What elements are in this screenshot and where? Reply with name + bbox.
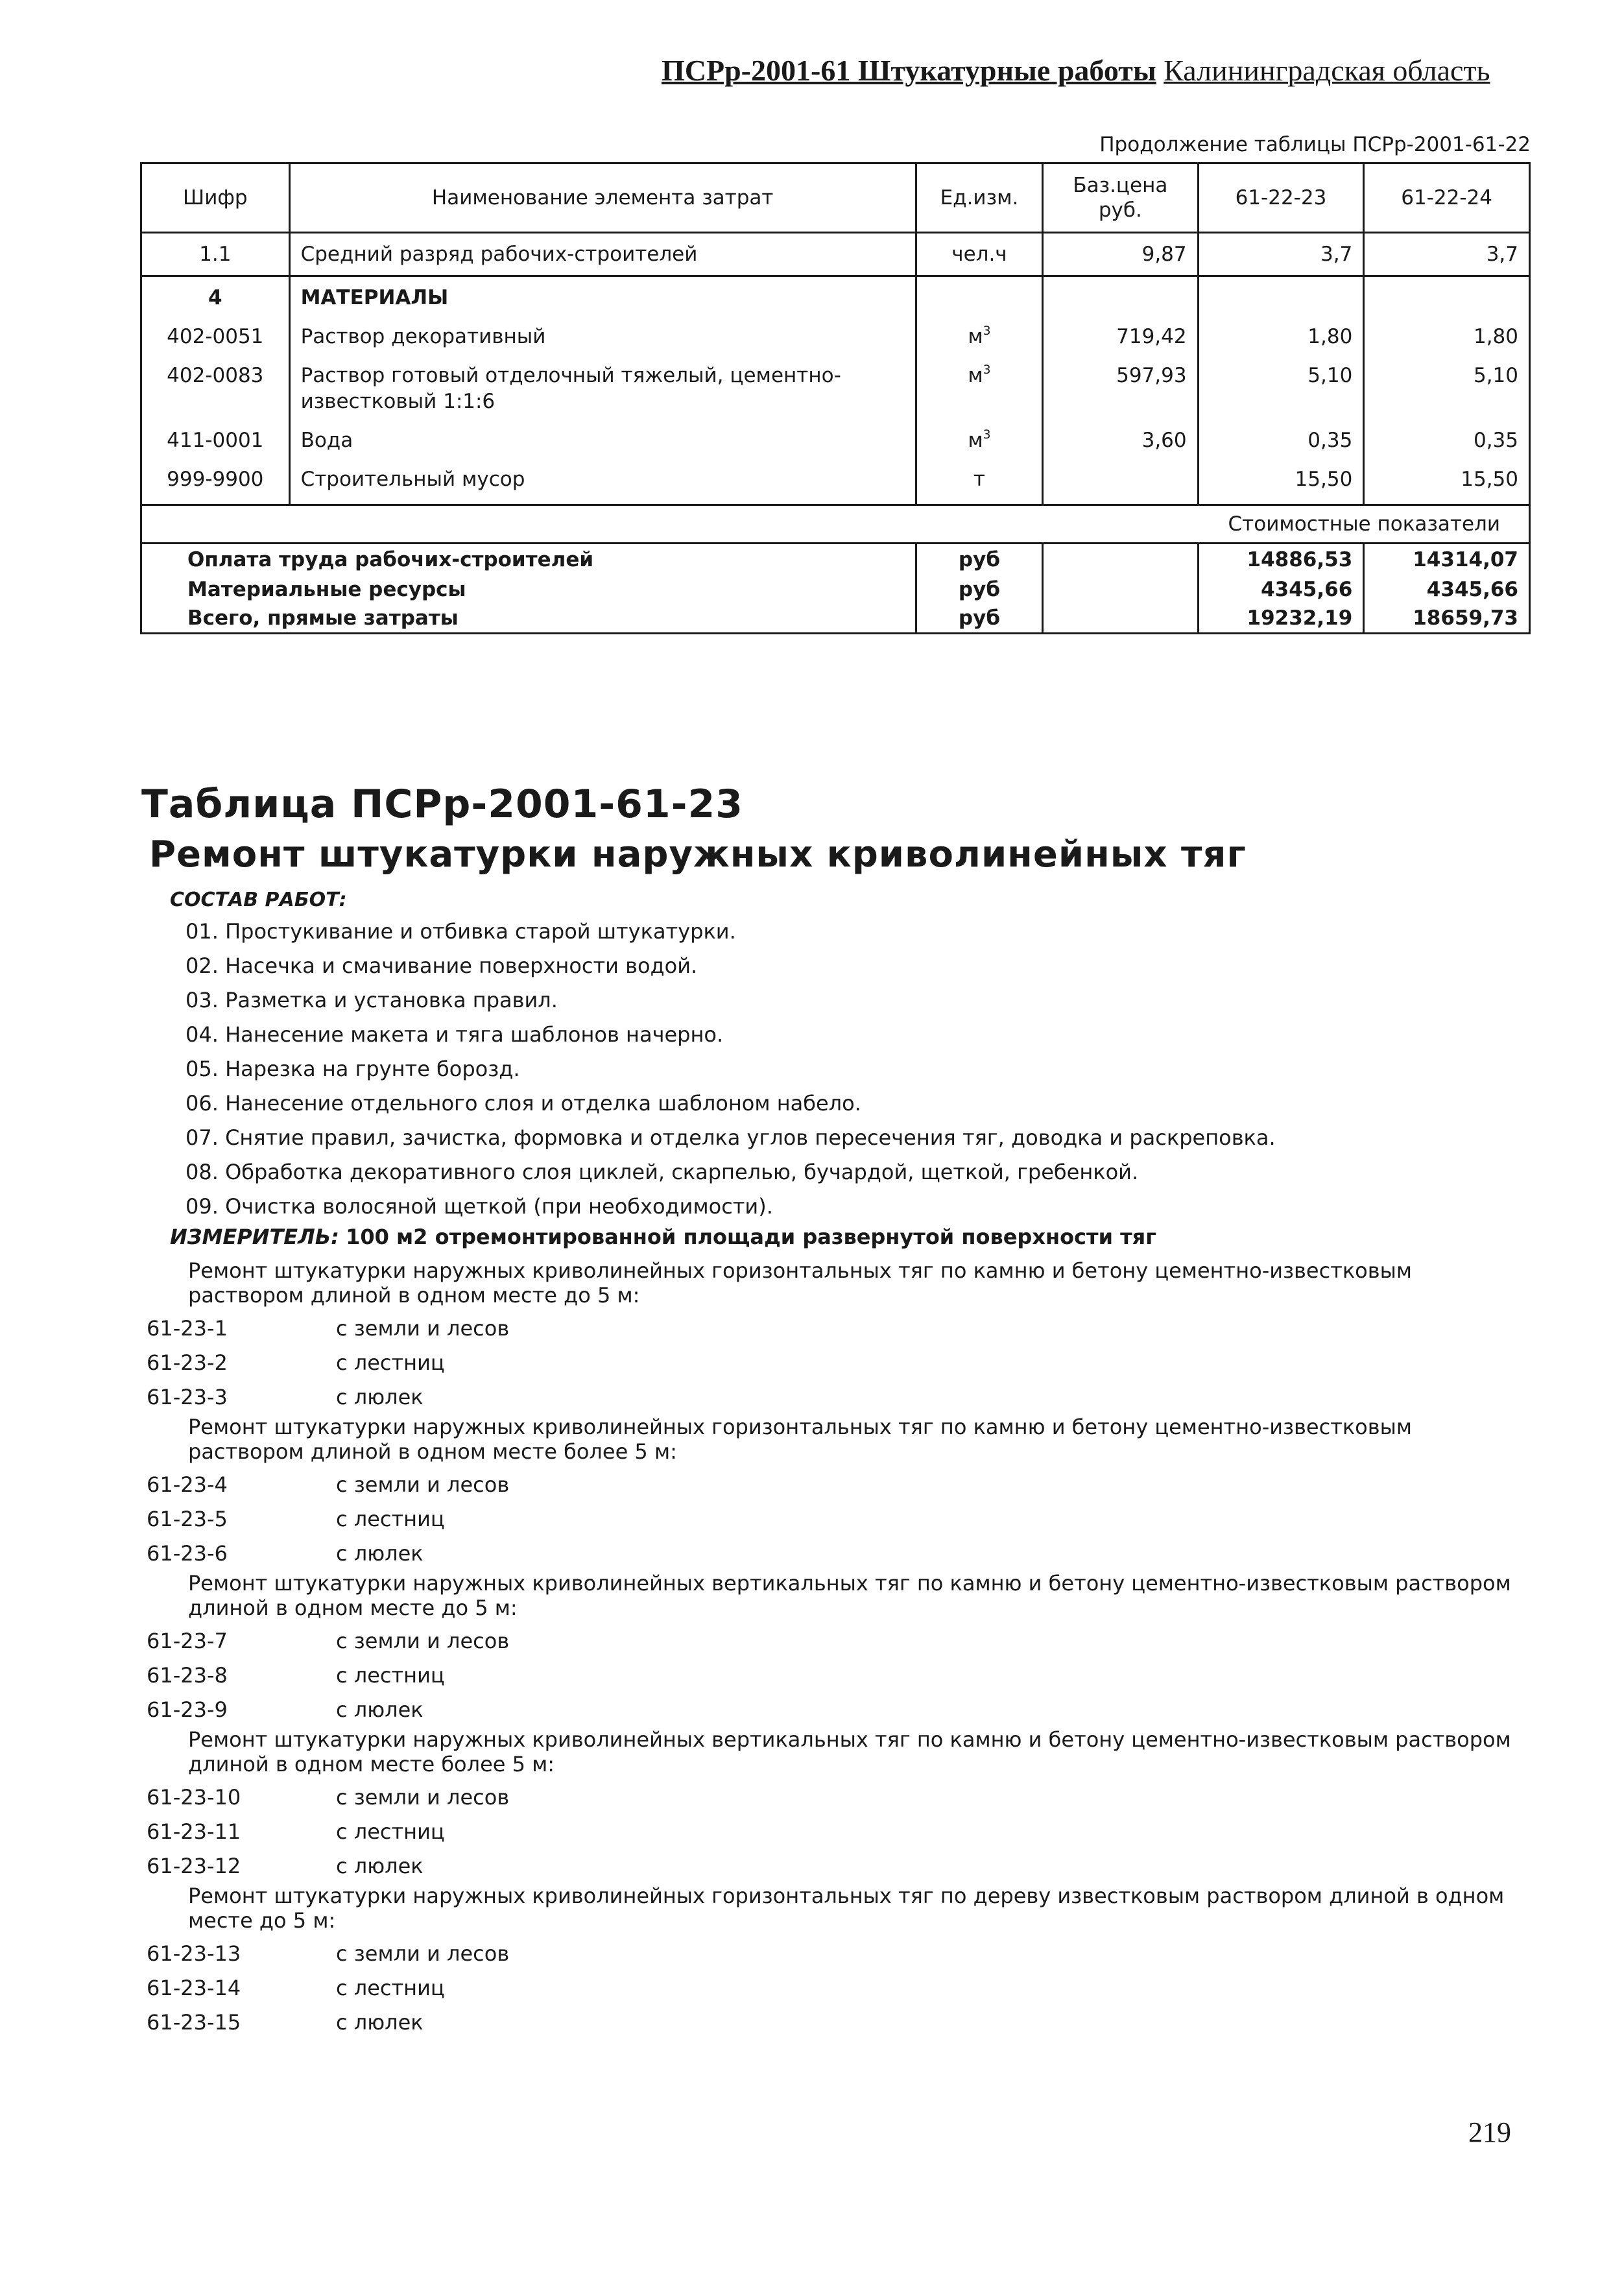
rate-groups	[147, 1258, 1541, 2040]
totals-unit: руб	[916, 575, 1042, 604]
cell-name: Вода	[289, 427, 916, 466]
list-item: 01. Простукивание и отбивка старой штукатурки.	[185, 919, 736, 944]
rate-item	[147, 1502, 1541, 1537]
rate-group	[147, 1884, 1541, 2040]
list-item: 03. Разметка и установка правил.	[185, 988, 558, 1012]
rate-item	[147, 1937, 1541, 1971]
rate-code: 61-23-2	[147, 1350, 228, 1375]
section-title: Таблица ПСРр-2001-61-23	[141, 782, 744, 827]
cell-code: 4	[141, 276, 290, 324]
cell-base-price: 3,60	[1043, 427, 1199, 466]
rate-item	[147, 1658, 1541, 1693]
rate-text: с земли и лесов	[336, 1472, 510, 1497]
totals-value-1: 19232,19	[1198, 604, 1364, 634]
cell-unit: чел.ч	[916, 233, 1042, 276]
cell-name: Строительный мусор	[289, 466, 916, 505]
cell-unit: т	[916, 466, 1042, 505]
cell-name: Средний разряд рабочих-строителей	[289, 233, 916, 276]
cell-value-2: 3,7	[1364, 233, 1530, 276]
totals-label: Всего, прямые затраты	[141, 604, 916, 634]
rate-text: с люлек	[336, 1697, 424, 1722]
totals-value-1: 4345,66	[1198, 575, 1364, 604]
work-composition-label: СОСТАВ РАБОТ:	[170, 889, 347, 911]
rate-text: с люлек	[336, 1385, 424, 1409]
rate-code: 61-23-13	[147, 1941, 241, 1966]
cell-unit: $м^3$	[916, 427, 1042, 466]
cell-base-price: 9,87	[1043, 233, 1199, 276]
totals-label: Материальные ресурсы	[141, 575, 916, 604]
measure-line	[170, 1225, 1156, 1249]
cell-code: 411-0001	[141, 427, 290, 466]
rate-group-description: Ремонт штукатурки наружных криволинейных горизонтальных тяг по дереву известковым раствором длиной в одном месте до 5 м:	[188, 1884, 1505, 1933]
rate-code: 61-23-10	[147, 1785, 241, 1810]
rate-group	[147, 1258, 1541, 1415]
cell-value-2: 1,80	[1364, 324, 1530, 363]
totals-row	[141, 604, 1530, 634]
totals-unit: руб	[916, 544, 1042, 576]
cost-indicators-row	[141, 505, 1530, 544]
list-item: 09. Очистка волосяной щеткой (при необходимости).	[185, 1194, 773, 1219]
rate-text: с лестниц	[336, 1663, 445, 1688]
cell-code: 999-9900	[141, 466, 290, 505]
rate-group	[147, 1727, 1541, 1884]
rate-item	[147, 1346, 1541, 1380]
rate-code: 61-23-11	[147, 1819, 241, 1844]
running-header-region: Калининградская область	[1164, 54, 1490, 87]
materials-heading: МАТЕРИАЛЫ	[289, 276, 916, 324]
rate-item	[147, 2005, 1541, 2040]
rate-code: 61-23-15	[147, 2010, 241, 2035]
table-row	[141, 233, 1530, 276]
rate-group-description: Ремонт штукатурки наружных криволинейных вертикальных тяг по камню и бетону цементно-известковым раствором длиной в одном месте до 5 м:	[188, 1571, 1511, 1620]
cell-base-price: 597,93	[1043, 363, 1199, 427]
rate-code: 61-23-14	[147, 1976, 241, 2000]
cell-value-2: 0,35	[1364, 427, 1530, 466]
rate-text: с земли и лесов	[336, 1941, 510, 1966]
rate-group-description: Ремонт штукатурки наружных криволинейных вертикальных тяг по камню и бетону цементно-известковым раствором длиной в одном месте более 5 м:	[188, 1727, 1511, 1777]
rate-code: 61-23-7	[147, 1629, 228, 1653]
running-header	[662, 53, 1524, 88]
rate-group-description: Ремонт штукатурки наружных криволинейных горизонтальных тяг по камню и бетону цементно-известковым раствором длиной в одном месте более 5 м:	[188, 1415, 1412, 1464]
running-header-code: ПСРр-2001-61 Штукатурные работы	[662, 54, 1156, 87]
cell-code: 1.1	[141, 233, 290, 276]
col-header-name: Наименование элемента затрат	[289, 163, 916, 233]
table-header-row	[141, 163, 1530, 233]
cell-name: Раствор готовый отделочный тяжелый, цементно-известковый 1:1:6	[289, 363, 916, 427]
rate-item	[147, 1780, 1541, 1815]
rate-text: с люлек	[336, 1854, 424, 1878]
rate-code: 61-23-9	[147, 1697, 228, 1722]
cell-value-1: 15,50	[1198, 466, 1364, 505]
rate-code: 61-23-6	[147, 1541, 228, 1566]
list-item: 02. Насечка и смачивание поверхности водой.	[185, 953, 698, 978]
rate-code: 61-23-3	[147, 1385, 228, 1409]
totals-label: Оплата труда рабочих-строителей	[141, 544, 916, 576]
work-list	[185, 915, 1276, 1224]
cell-value-2: 5,10	[1364, 363, 1530, 427]
totals-value-2: 4345,66	[1364, 575, 1530, 604]
cell-name: Раствор декоративный	[289, 324, 916, 363]
table-row	[141, 427, 1530, 466]
table-row-materials-heading	[141, 276, 1530, 324]
col-header-unit: Ед.изм.	[916, 163, 1042, 233]
cell-value-1: 1,80	[1198, 324, 1364, 363]
rate-text: с лестниц	[336, 1507, 445, 1531]
rate-item	[147, 1311, 1541, 1346]
measure-text: 100 м2 отремонтированной площади развернутой поверхности тяг	[346, 1225, 1156, 1249]
rate-group	[147, 1415, 1541, 1571]
cost-indicators-heading: Стоимостные показатели	[141, 505, 1530, 544]
rate-text: с люлек	[336, 1541, 424, 1566]
table-continuation-caption: Продолжение таблицы ПСРр-2001-61-22	[1099, 133, 1531, 156]
col-header-61-22-24: 61-22-24	[1364, 163, 1530, 233]
list-item: 08. Обработка декоративного слоя циклей, скарпелью, бучардой, щеткой, гребенкой.	[185, 1160, 1139, 1184]
totals-value-2: 14314,07	[1364, 544, 1530, 576]
rate-text: с лестниц	[336, 1976, 445, 2000]
table-row	[141, 363, 1530, 427]
cell-value-1: 5,10	[1198, 363, 1364, 427]
rate-text: с люлек	[336, 2010, 424, 2035]
rate-item	[147, 1849, 1541, 1884]
list-item: 04. Нанесение макета и тяга шаблонов начерно.	[185, 1022, 724, 1047]
cell-base-price: 719,42	[1043, 324, 1199, 363]
col-header-61-22-23: 61-22-23	[1198, 163, 1364, 233]
table-row	[141, 466, 1530, 505]
totals-row	[141, 544, 1530, 576]
rate-text: с земли и лесов	[336, 1785, 510, 1810]
rate-text: с лестниц	[336, 1819, 445, 1844]
rate-code: 61-23-12	[147, 1854, 241, 1878]
rate-text: с лестниц	[336, 1350, 445, 1375]
cost-table	[140, 162, 1531, 634]
rate-code: 61-23-5	[147, 1507, 228, 1531]
measure-label: ИЗМЕРИТЕЛЬ:	[170, 1225, 339, 1249]
list-item: 06. Нанесение отдельного слоя и отделка шаблоном набело.	[185, 1091, 861, 1116]
totals-value-2: 18659,73	[1364, 604, 1530, 634]
rate-item	[147, 1693, 1541, 1727]
rate-group	[147, 1571, 1541, 1727]
rate-item	[147, 1468, 1541, 1502]
section-subtitle: Ремонт штукатурки наружных криволинейных тяг	[149, 833, 1247, 876]
rate-item	[147, 1537, 1541, 1571]
rate-code: 61-23-8	[147, 1663, 228, 1688]
totals-unit: руб	[916, 604, 1042, 634]
rate-item	[147, 1815, 1541, 1849]
rate-item	[147, 1624, 1541, 1658]
list-item: 05. Нарезка на грунте борозд.	[185, 1057, 520, 1081]
rate-text: с земли и лесов	[336, 1316, 510, 1341]
rate-code: 61-23-1	[147, 1316, 228, 1341]
totals-value-1: 14886,53	[1198, 544, 1364, 576]
cell-code: 402-0083	[141, 363, 290, 427]
cell-value-2: 15,50	[1364, 466, 1530, 505]
rate-text: с земли и лесов	[336, 1629, 510, 1653]
rate-item	[147, 1380, 1541, 1415]
page-number: 219	[1468, 2116, 1511, 2148]
list-item: 07. Снятие правил, зачистка, формовка и отделка углов пересечения тяг, доводка и раскреповка.	[185, 1125, 1276, 1150]
rate-group-description: Ремонт штукатурки наружных криволинейных горизонтальных тяг по камню и бетону цементно-известковым раствором длиной в одном месте до 5 м:	[188, 1258, 1412, 1308]
cell-code: 402-0051	[141, 324, 290, 363]
totals-row	[141, 575, 1530, 604]
col-header-code: Шифр	[141, 163, 290, 233]
cell-value-1: 0,35	[1198, 427, 1364, 466]
col-header-base-price: Баз.цена руб.	[1043, 163, 1199, 233]
cell-unit: $м^3$	[916, 363, 1042, 427]
rate-item	[147, 1971, 1541, 2005]
cell-value-1: 3,7	[1198, 233, 1364, 276]
table-row	[141, 324, 1530, 363]
cell-base-price	[1043, 466, 1199, 505]
rate-code: 61-23-4	[147, 1472, 228, 1497]
cell-unit: $м^3$	[916, 324, 1042, 363]
